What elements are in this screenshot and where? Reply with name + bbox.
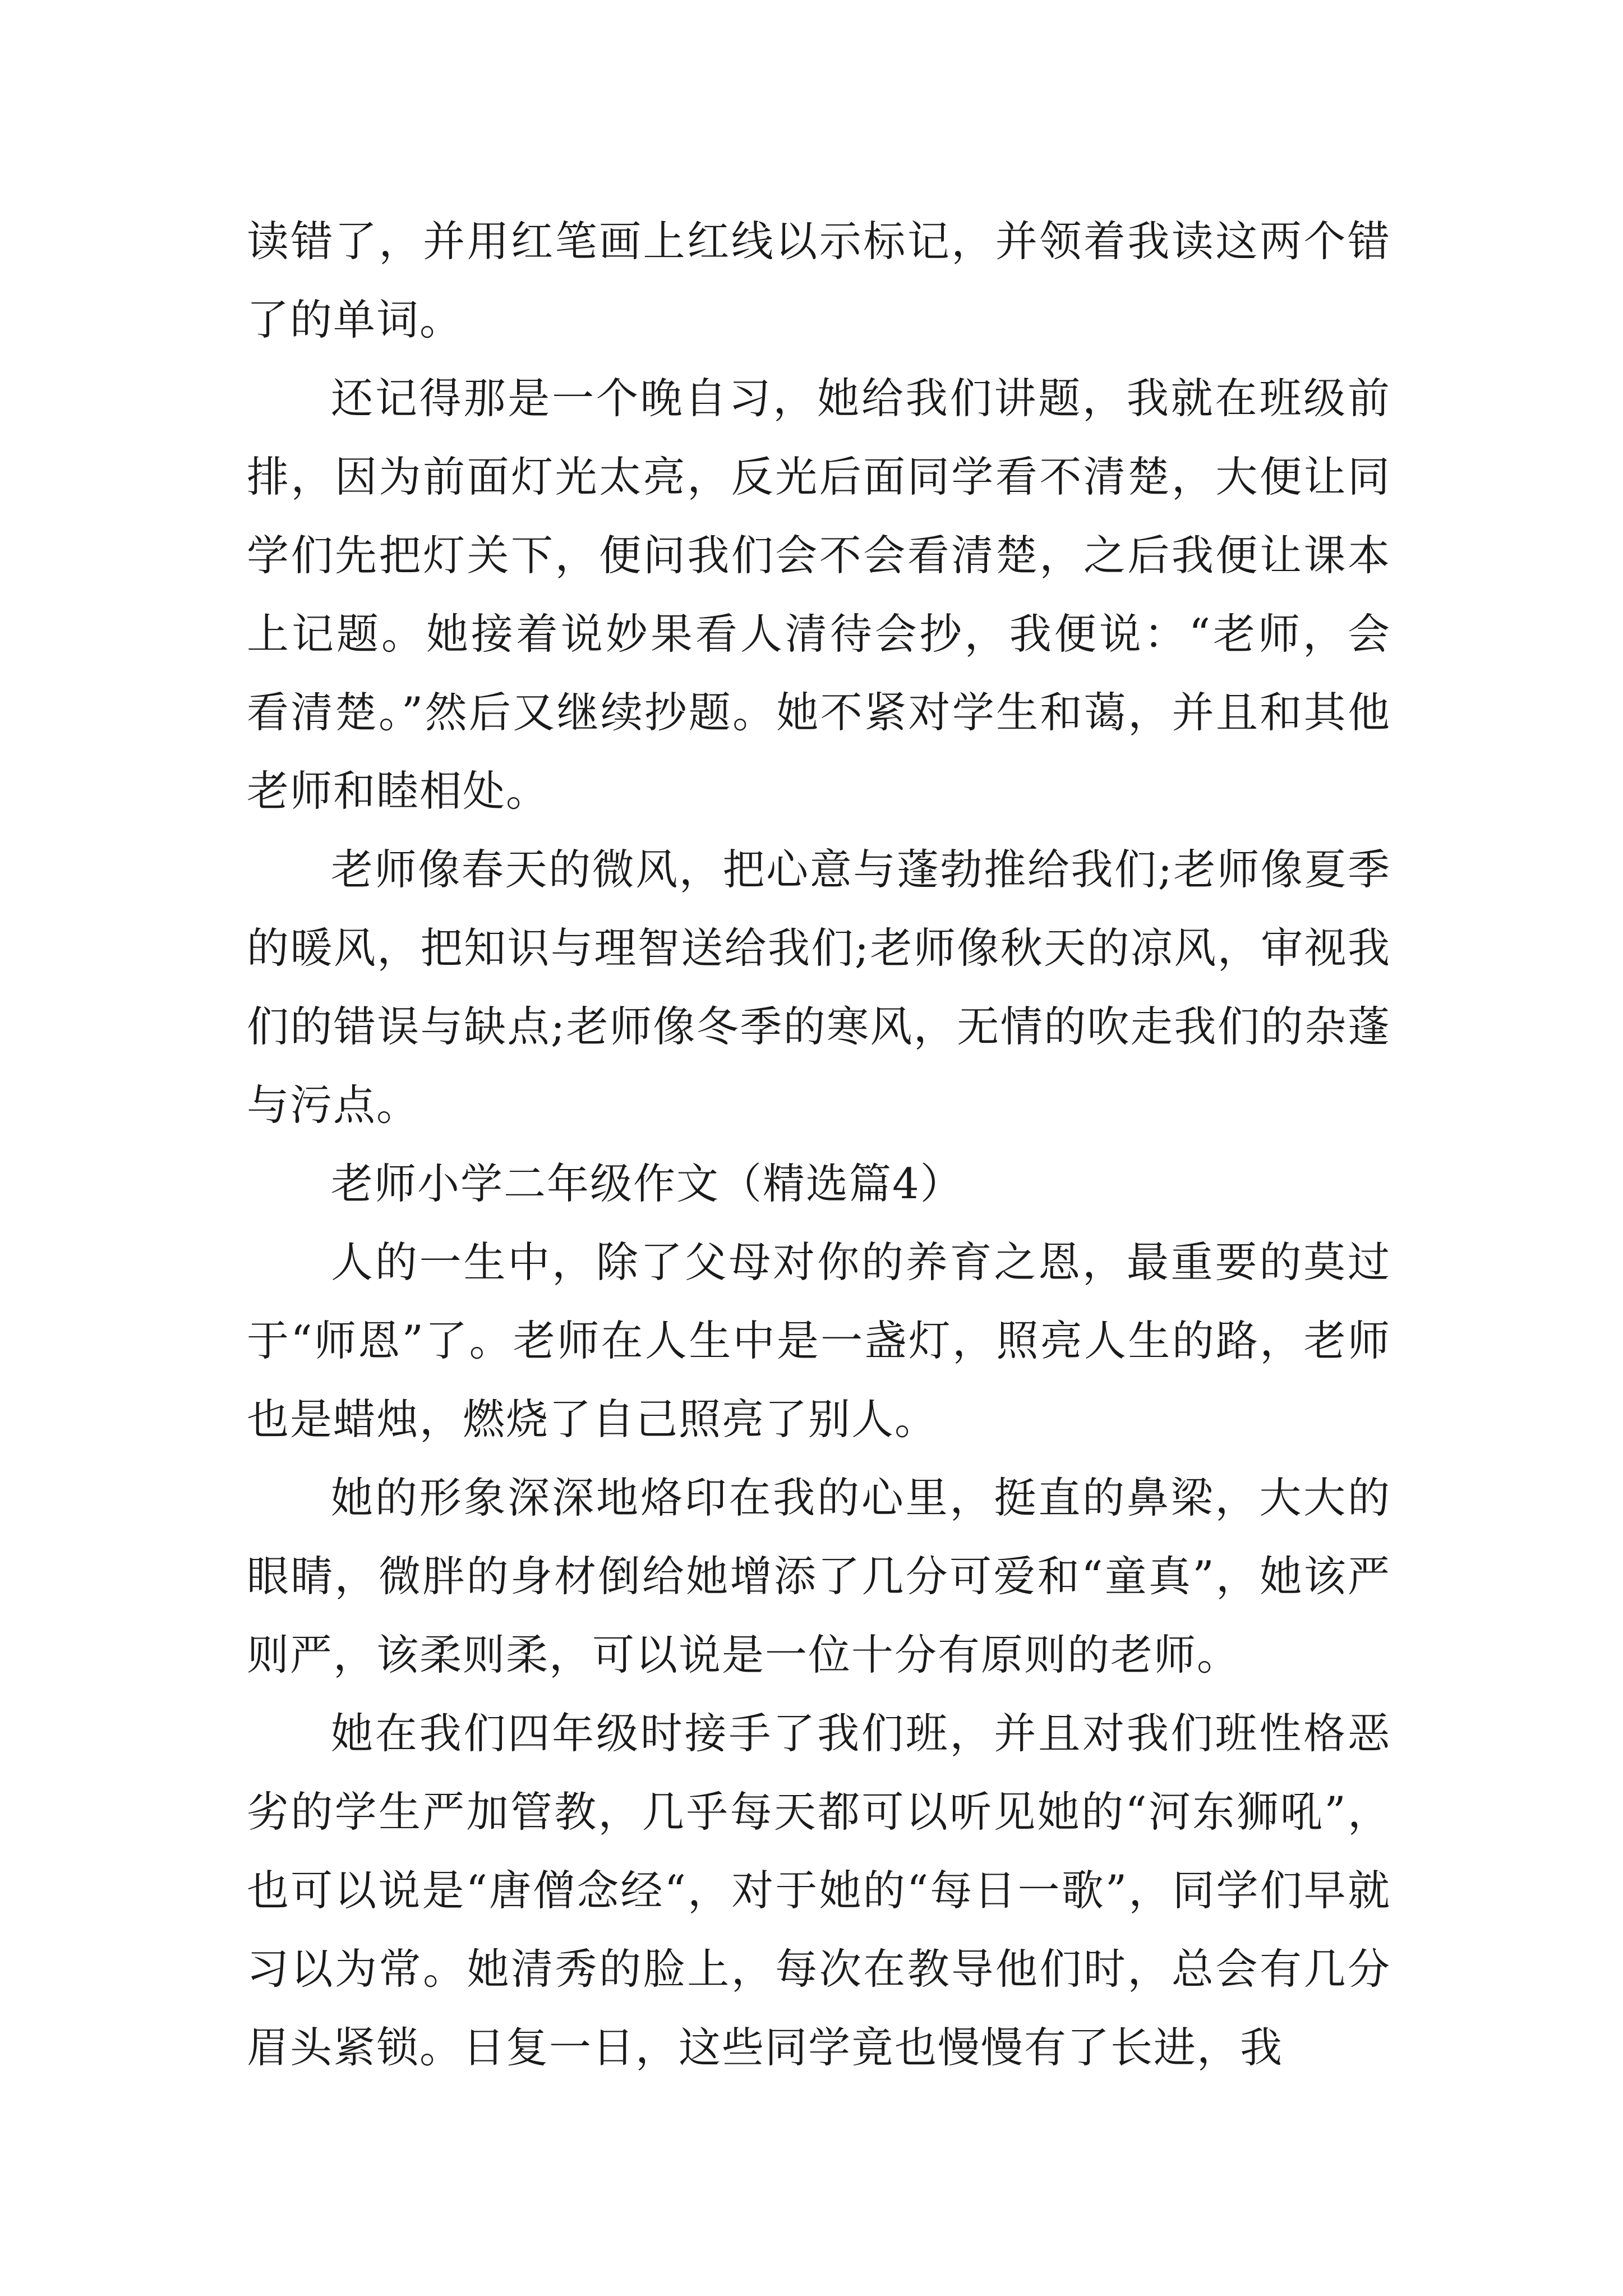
document-body <box>247 202 1391 2087</box>
paragraph-3: 老师像春天的微风，把心意与蓬勃推给我们;老师像夏季的暖风，把知识与理智送给我们;老师像秋天的凉风，审视我们的错误与缺点;老师像冬季的寒风，无情的吹走我们的杂蓬与污点。 <box>247 845 1391 1130</box>
paragraph-4: 人的一生中，除了父母对你的养育之恩，最重要的莫过于“师恩”了。老师在人生中是一盏灯，照亮人生的路，老师也是蜡烛，燃烧了自己照亮了别人。 <box>247 1237 1391 1444</box>
paragraph-6: 她在我们四年级时接手了我们班，并且对我们班性格恶劣的学生严加管教，几乎每天都可以听见她的“河东狮吼”，也可以说是“唐僧念经“，对于她的“每日一歌”，同学们早就习以为常。她清秀的脸上，每次在教导他们时，总会有几分眉头紧锁。日复一日，这些同学竟也慢慢有了长进，我 <box>247 1709 1391 2072</box>
section-heading: 老师小学二年级作文（精选篇4） <box>331 1159 963 1208</box>
paragraph-5: 她的形象深深地烙印在我的心里，挺直的鼻梁，大大的眼睛，微胖的身材倒给她增添了几分可爱和“童真”，她该严则严，该柔则柔，可以说是一位十分有原则的老师。 <box>247 1473 1391 1680</box>
paragraph-2: 还记得那是一个晚自习，她给我们讲题，我就在班级前排，因为前面灯光太亮，反光后面同学看不清楚，大便让同学们先把灯关下，便问我们会不会看清楚，之后我便让课本上记题。她接着说妙果看人清待会抄，我便说：“老师，会看清楚。”然后又继续抄题。她不紧对学生和蔼，并且和其他老师和睦相处。 <box>247 374 1391 816</box>
paragraph-1: 读错了，并用红笔画上红线以示标记，并领着我读这两个错了的单词。 <box>247 217 1391 344</box>
